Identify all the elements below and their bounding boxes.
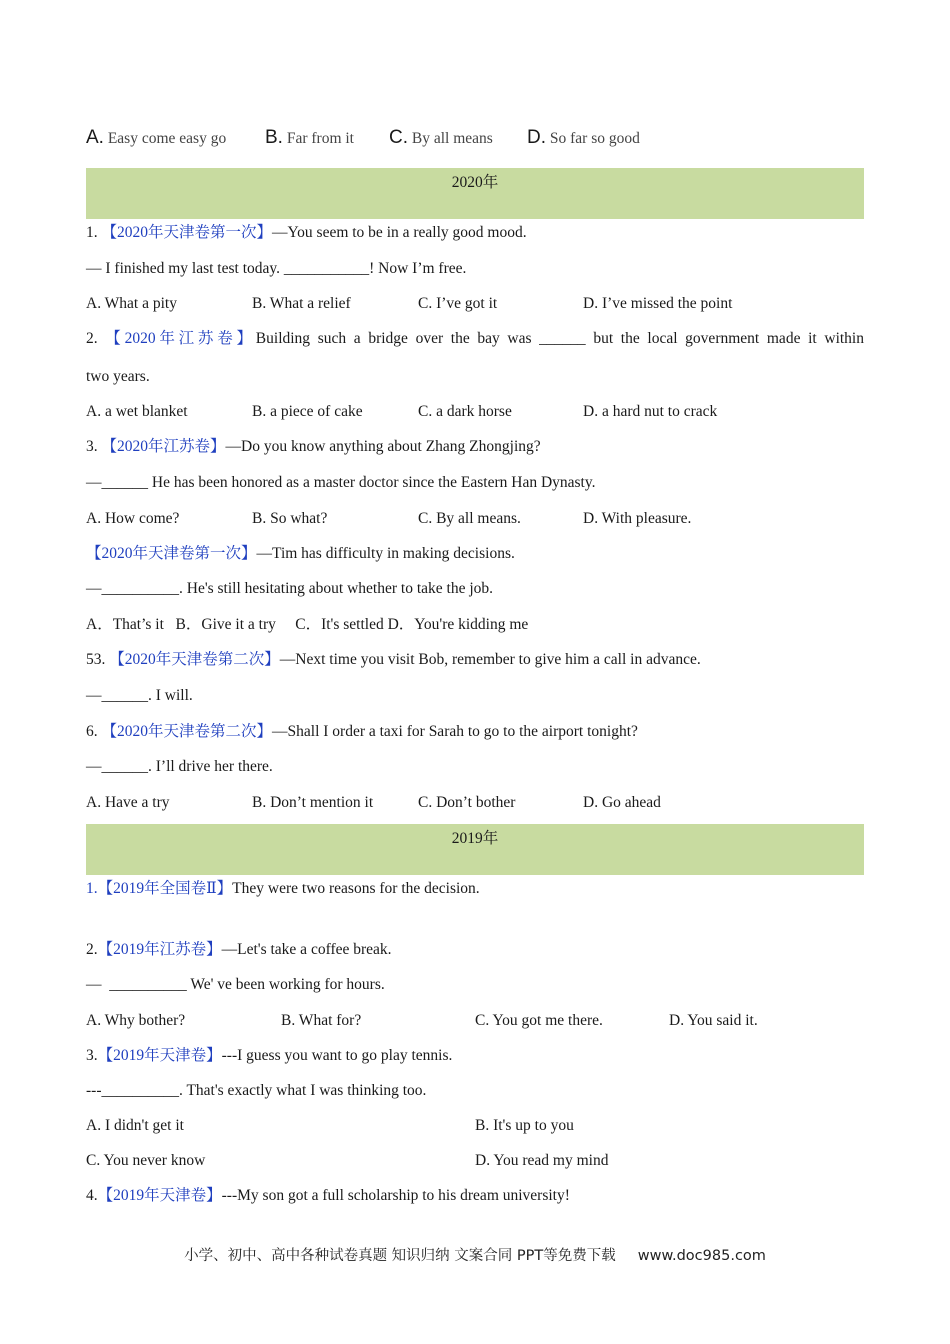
source-tag: 【2020年江苏卷】	[105, 330, 256, 347]
option-a: A. a wet blanket	[86, 403, 188, 420]
question-line: —______. I’ll drive her there.	[86, 758, 273, 775]
option-a: A. Have a try	[86, 794, 170, 811]
option-c: C. You got me there.	[475, 1012, 603, 1029]
option-b: B. a piece of cake	[252, 403, 363, 420]
top-option-d: D. So far so good	[527, 127, 640, 148]
question-line: — I finished my last test today. ___________! Now I’m free.	[86, 260, 467, 277]
question-stem: 53. 【2020年天津卷第二次】—Next time you visit Bob, remember to give him a call in advance.	[86, 651, 701, 668]
question-stem: 2.【2019年江苏卷】—Let's take a coffee break.	[86, 941, 392, 958]
option-d: D. You said it.	[669, 1012, 758, 1029]
option-a: A. Why bother?	[86, 1012, 186, 1029]
question-stem: 6. 【2020年天津卷第二次】—Shall I order a taxi for Sarah to go to the airport tonight?	[86, 723, 638, 740]
question-stem: 1.【2019年全国卷Ⅱ】They were two reasons for the decision.	[86, 880, 480, 897]
page-footer	[0, 1244, 950, 1265]
source-tag: 【2019年全国卷Ⅱ】	[97, 880, 233, 897]
source-tag: 【2019年天津卷】	[97, 1047, 222, 1064]
option-b: B. What a relief	[252, 295, 351, 312]
top-option-a: A. Easy come easy go	[86, 127, 227, 148]
question-stem: 4.【2019年天津卷】---My son got a full scholarship to his dream university!	[86, 1187, 570, 1204]
section-header-2019	[86, 824, 864, 875]
question-stem: 3.【2019年天津卷】---I guess you want to go play tennis.	[86, 1047, 453, 1064]
footer-site-link[interactable]: www.doc985.com	[637, 1248, 766, 1264]
source-tag: 【2020年江苏卷】	[101, 438, 226, 455]
section-year-label: 2019年	[451, 830, 499, 847]
question-line: —__________. He's still hesitating about whether to take the job.	[86, 580, 494, 597]
question-line: — __________ We' ve been working for hours.	[86, 976, 385, 993]
option-d: D. With pleasure.	[583, 510, 692, 527]
source-tag: 【2020年天津卷第一次】	[101, 224, 273, 241]
option-c: C. Don’t bother	[418, 794, 516, 811]
option-c: C. You never know	[86, 1152, 206, 1169]
options-line: A．That’s it B．Give it a try C．It's settled D．You're kidding me	[86, 616, 529, 633]
source-tag: 【2020年天津卷第二次】	[101, 723, 273, 740]
option-b: B. What for?	[281, 1012, 362, 1029]
question-stem: 3. 【2020年江苏卷】—Do you know anything about Zhang Zhongjing?	[86, 438, 541, 455]
option-a: A. I didn't get it	[86, 1117, 184, 1134]
source-tag: 【2019年江苏卷】	[97, 941, 222, 958]
option-d: D. Go ahead	[583, 794, 661, 811]
question-stem: 2. 【2020年江苏卷】Building such a bridge over the bay was ______ but the local government made it within	[86, 330, 864, 347]
option-c: C. I’ve got it	[418, 295, 498, 312]
question-line: two years.	[86, 368, 150, 385]
option-a: A. How come?	[86, 510, 180, 527]
option-c: C. By all means.	[418, 510, 521, 527]
section-year-label: 2020年	[451, 174, 499, 191]
question-line: —______. I will.	[86, 687, 193, 704]
option-a: A. What a pity	[86, 295, 177, 312]
top-option-b: B. Far from it	[265, 127, 354, 148]
question-line: ---__________. That's exactly what I was thinking too.	[86, 1082, 427, 1099]
option-b: B. So what?	[252, 510, 328, 527]
option-d: D. a hard nut to crack	[583, 403, 718, 420]
option-d: D. I’ve missed the point	[583, 295, 733, 312]
question-stem: 1. 【2020年天津卷第一次】—You seem to be in a really good mood.	[86, 224, 527, 241]
question-line: —______ He has been honored as a master doctor since the Eastern Han Dynasty.	[86, 474, 596, 491]
footer-text: 小学、初中、高中各种试卷真题 知识归纳 文案合同 PPT等免费下载	[184, 1248, 616, 1264]
option-d: D. You read my mind	[475, 1152, 609, 1169]
option-b: B. It's up to you	[475, 1117, 574, 1134]
section-header-2020	[86, 168, 864, 219]
source-tag: 【2020年天津卷第二次】	[109, 651, 280, 668]
source-tag: 【2020年天津卷第一次】	[86, 545, 257, 562]
question-stem: 【2020年天津卷第一次】—Tim has difficulty in making decisions.	[86, 545, 515, 562]
source-tag: 【2019年天津卷】	[97, 1187, 222, 1204]
option-b: B. Don’t mention it	[252, 794, 374, 811]
top-option-c: C. By all means	[389, 127, 493, 148]
option-c: C. a dark horse	[418, 403, 512, 420]
